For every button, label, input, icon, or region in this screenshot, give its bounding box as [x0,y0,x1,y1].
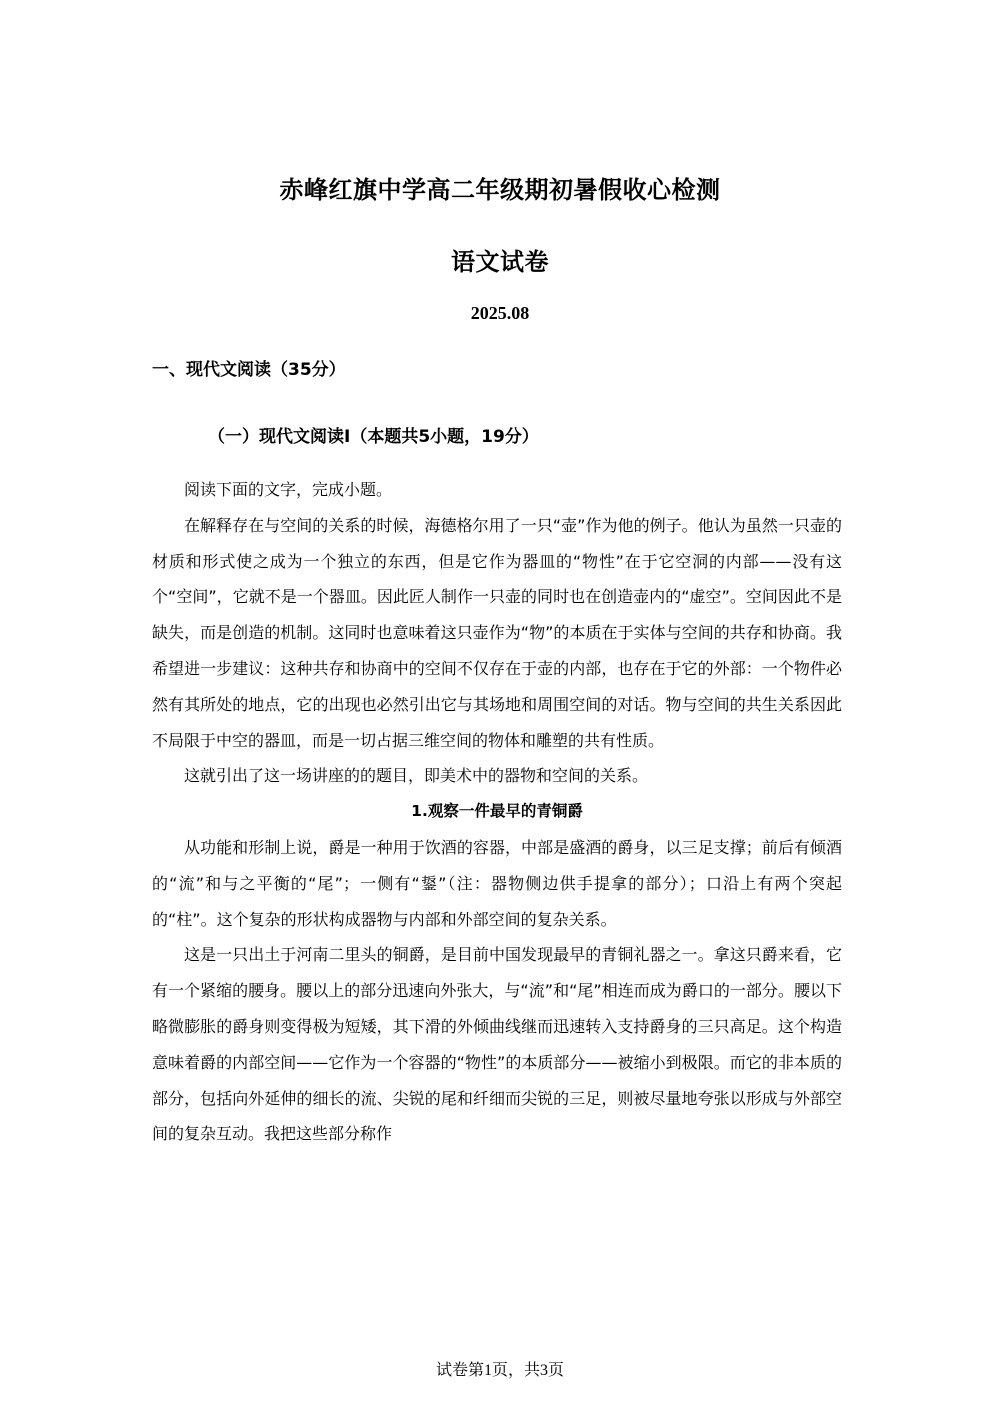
reading-passage [152,472,842,1152]
passage-paragraph-1: 在解释存在与空间的关系的时候，海德格尔用了一只“壶”作为他的例子。他认为虽然一只壶的材质和形式使之成为一个独立的东西，但是它作为器皿的“物性”在于它空洞的内部——没有这个“空间”，它就不是一个器皿。因此匠人制作一只壶的同时也在创造壶内的“虚空”。空间因此不是缺失，而是创造的机制。这同时也意味着这只壶作为“物”的本质在于实体与空间的共存和协商。我希望进一步建议：这种共存和协商中的空间不仅存在于壶的内部，也存在于它的外部：一个物件必然有其所处的地点，它的出现也必然引出它与其场地和周围空间的对话。物与空间的共生关系因此不局限于中空的器皿，而是一切占据三维空间的物体和雕塑的共有性质。 [152,515,842,750]
exam-date: 2025.08 [470,303,530,323]
passage-paragraph-3: 从功能和形制上说，爵是一种用于饮酒的容器，中部是盛酒的爵身，以三足支撑；前后有倾酒的“流”和与之平衡的“尾”；一侧有“鋬”（注：器物侧边供手提拿的部分）；口沿上有两个突起的“柱”。这个复杂的形状构成器物与内部和外部空间的复杂关系。 [152,837,842,929]
passage-paragraph-4: 这是一只出土于河南二里头的铜爵，是目前中国发现最早的青铜礼器之一。拿这只爵来看，它有一个紧缩的腰身。腰以上的部分迅速向外张大，与“流”和“尾”相连而成为爵口的一部分。腰以下略微膨胀的爵身则变得极为短矮，其下滑的外倾曲线继而迅速转入支持爵身的三只高足。这个构造意味着爵的内部空间——它作为一个容器的“物性”的本质部分——被缩小到极限。而它的非本质的部分，包括向外延伸的细长的流、尖锐的尾和纤细而尖锐的三足，则被尽量地夸张以形成与外部空间的复杂互动。我把这些部分称作 [152,945,842,1144]
exam-title: 赤峰红旗中学高二年级期初暑假收心检测 [279,176,721,204]
exam-subject-title: 语文试卷 [451,248,549,276]
passage-paragraph-2: 这就引出了这一场讲座的的题目，即美术中的器物和空间的关系。 [184,766,649,786]
page-footer: 试卷第1页，共3页 [435,1362,564,1379]
passage-subheading: 1.观察一件最早的青铜爵 [411,802,583,821]
subsection-heading: （一）现代文阅读Ⅰ（本题共5小题，19分） [208,427,539,447]
section-heading: 一、现代文阅读（35分） [152,360,346,380]
passage-instruction: 阅读下面的文字，完成小题。 [184,480,393,499]
